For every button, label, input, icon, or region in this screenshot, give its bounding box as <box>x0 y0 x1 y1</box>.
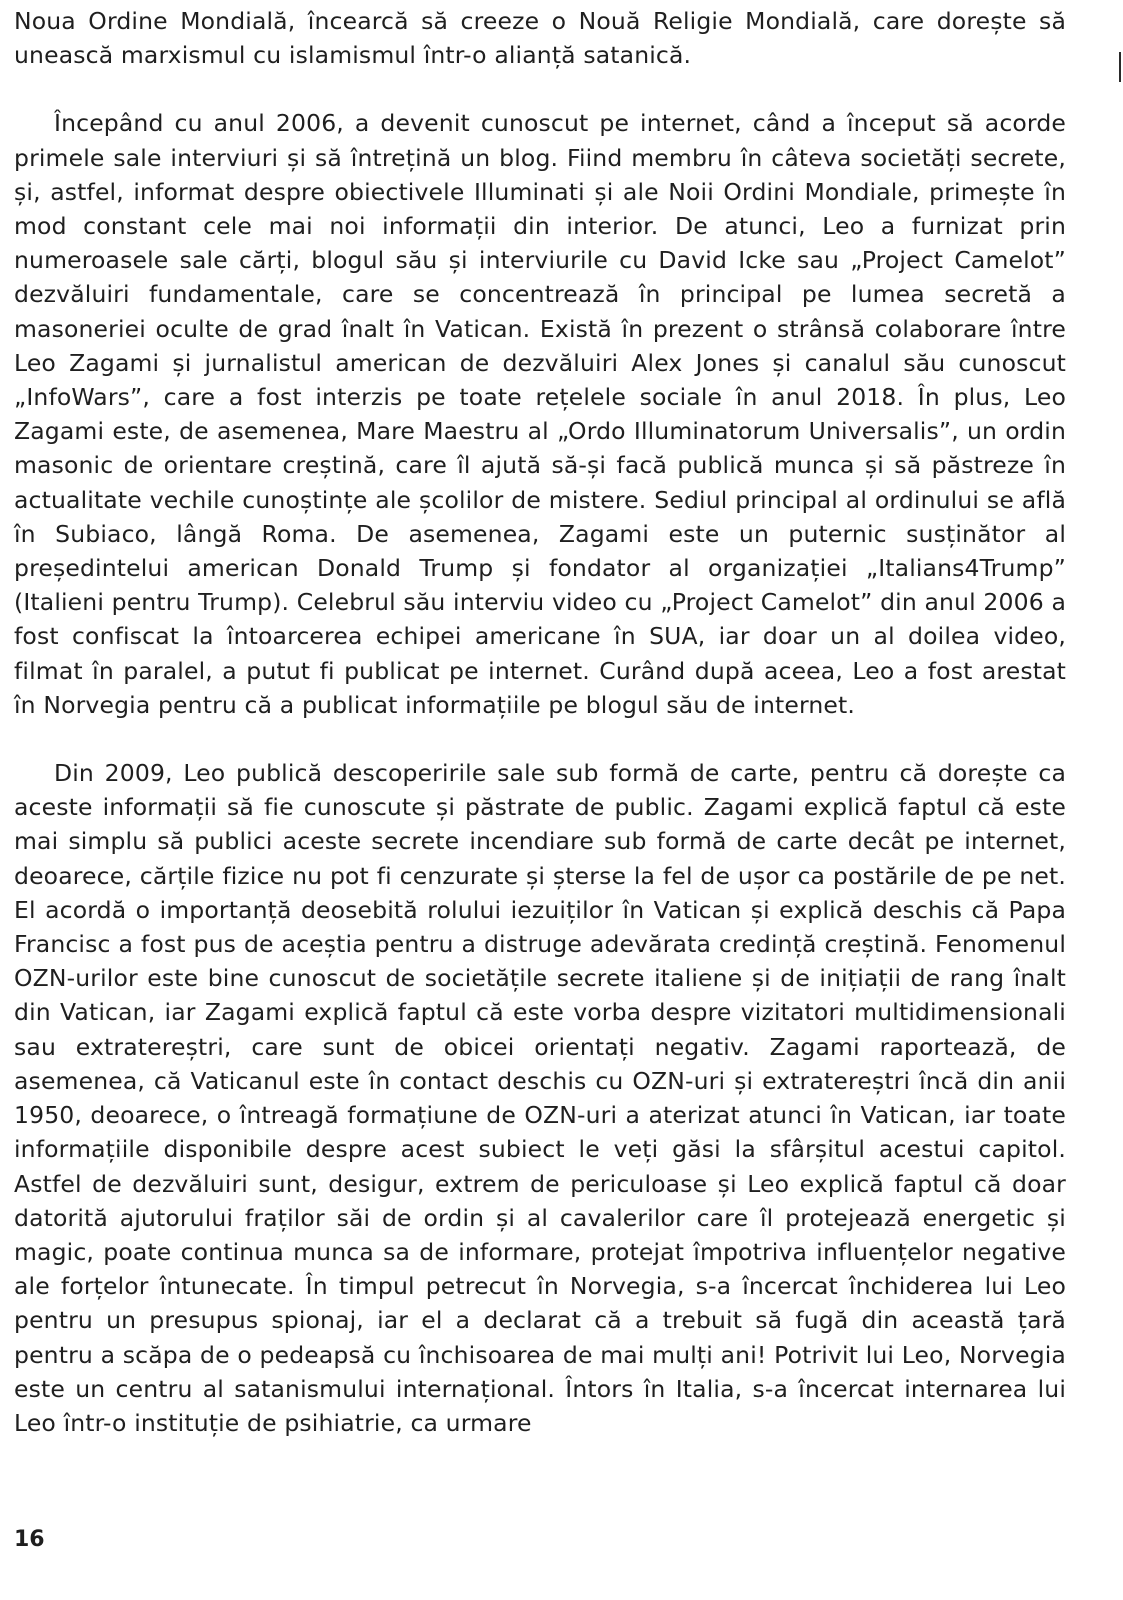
paragraph-continuation: Noua Ordine Mondială, încearcă să creeze o Nouă Religie Mondială, care dorește să unească marxismul cu islamismul într-o alianță satanică. <box>14 7 1066 70</box>
page-number: 16 <box>14 1527 45 1552</box>
paragraph-leo-internet: Începând cu anul 2006, a devenit cunoscut pe internet, când a început să acorde primele sale interviuri și să întrețină un blog. Fiind membru în câteva societăți secrete, și, astfel, informat despre obiectivele Illuminati și ale Noii Ordini Mondiale, primește în mod constant cele mai noi informații din interior. De atunci, Leo a furnizat prin numeroasele sale cărți, blogul său și interviurile cu David Icke sau „Project Camelot” dezvăluiri fundamentale, care se concentrează în principal pe lumea secretă a masoneriei oculte de grad înalt în Vatican. Există în prezent o strânsă colaborare între Leo Zagami și jurnalistul american de dezvăluiri Alex Jones și canalul său cunoscut „InfoWars”, care a fost interzis pe toate rețelele sociale în anul 2018. În plus, Leo Zagami este, de asemenea, Mare Maestru al „Ordo Illuminatorum Universalis”, un ordin masonic de orientare creștină, care îl ajută să-și facă publică munca și să păstreze în actualitate vechile cunoștințe ale școlilor de mistere. Sediul principal al ordinului se află în Subiaco, lângă Roma. De asemenea, Zagami este un puternic susținător al președintelui american Donald Trump și fondator al organizației „Italians4Trump” (Italieni pentru Trump). Celebrul său interviu video cu „Project Camelot” din anul 2006 a fost confiscat la întoarcerea echipei americane în SUA, iar doar un al doilea video, filmat în paralel, a putut fi publicat pe internet. Curând după aceea, Leo a fost arestat în Norvegia pentru că a publicat informațiile pe blogul său de internet. <box>14 109 1066 719</box>
paragraph-leo-books: Din 2009, Leo publică descoperirile sale sub formă de carte, pentru că dorește ca aceste informații să fie cunoscute și păstrate de public. Zagami explică faptul că este mai simplu să publici aceste secrete incendiare sub formă de carte decât pe internet, deoarece, cărțile fizice nu pot fi cenzurate și șterse la fel de ușor ca postările de pe net. El acordă o importanță deosebită rolului iezuiților în Vatican și explică deschis că Papa Francisc a fost pus de aceștia pentru a distruge adevărata credință creștină. Fenomenul OZN-urilor este bine cunoscut de societățile secrete italiene și de inițiații de rang înalt din Vatican, iar Zagami explică faptul că este vorba despre vizitatori multidimensionali sau extratereștri, care sunt de obicei orientați negativ. Zagami raportează, de asemenea, că Vaticanul este în contact deschis cu OZN-uri și extratereștri încă din anii 1950, deoarece, o întreagă formațiune de OZN-uri a aterizat atunci în Vatican, iar toate informațiile disponibile despre acest subiect le veți găsi la sfârșitul acestui capitol. Astfel de dezvăluiri sunt, desigur, extrem de periculoase și Leo explică faptul că doar datorită ajutorului fraților săi de ordin și al cavalerilor care îl protejează energetic și magic, poate continua munca sa de informare, protejat împotriva influențelor negative ale forțelor întunecate. În timpul petrecut în Norvegia, s-a încercat închiderea lui Leo pentru un presupus spionaj, iar el a declarat că a trebuit să fugă din această țară pentru a scăpa de o pedeapsă cu închisoarea de mai mulți ani! Potrivit lui Leo, Norvegia este un centru al satanismului internațional. Întors în Italia, s-a încercat internarea lui Leo într-o instituție de psihiatrie, ca urmare <box>14 759 1066 1437</box>
page-edge-mark <box>1119 52 1121 82</box>
body-text <box>14 4 1066 1440</box>
